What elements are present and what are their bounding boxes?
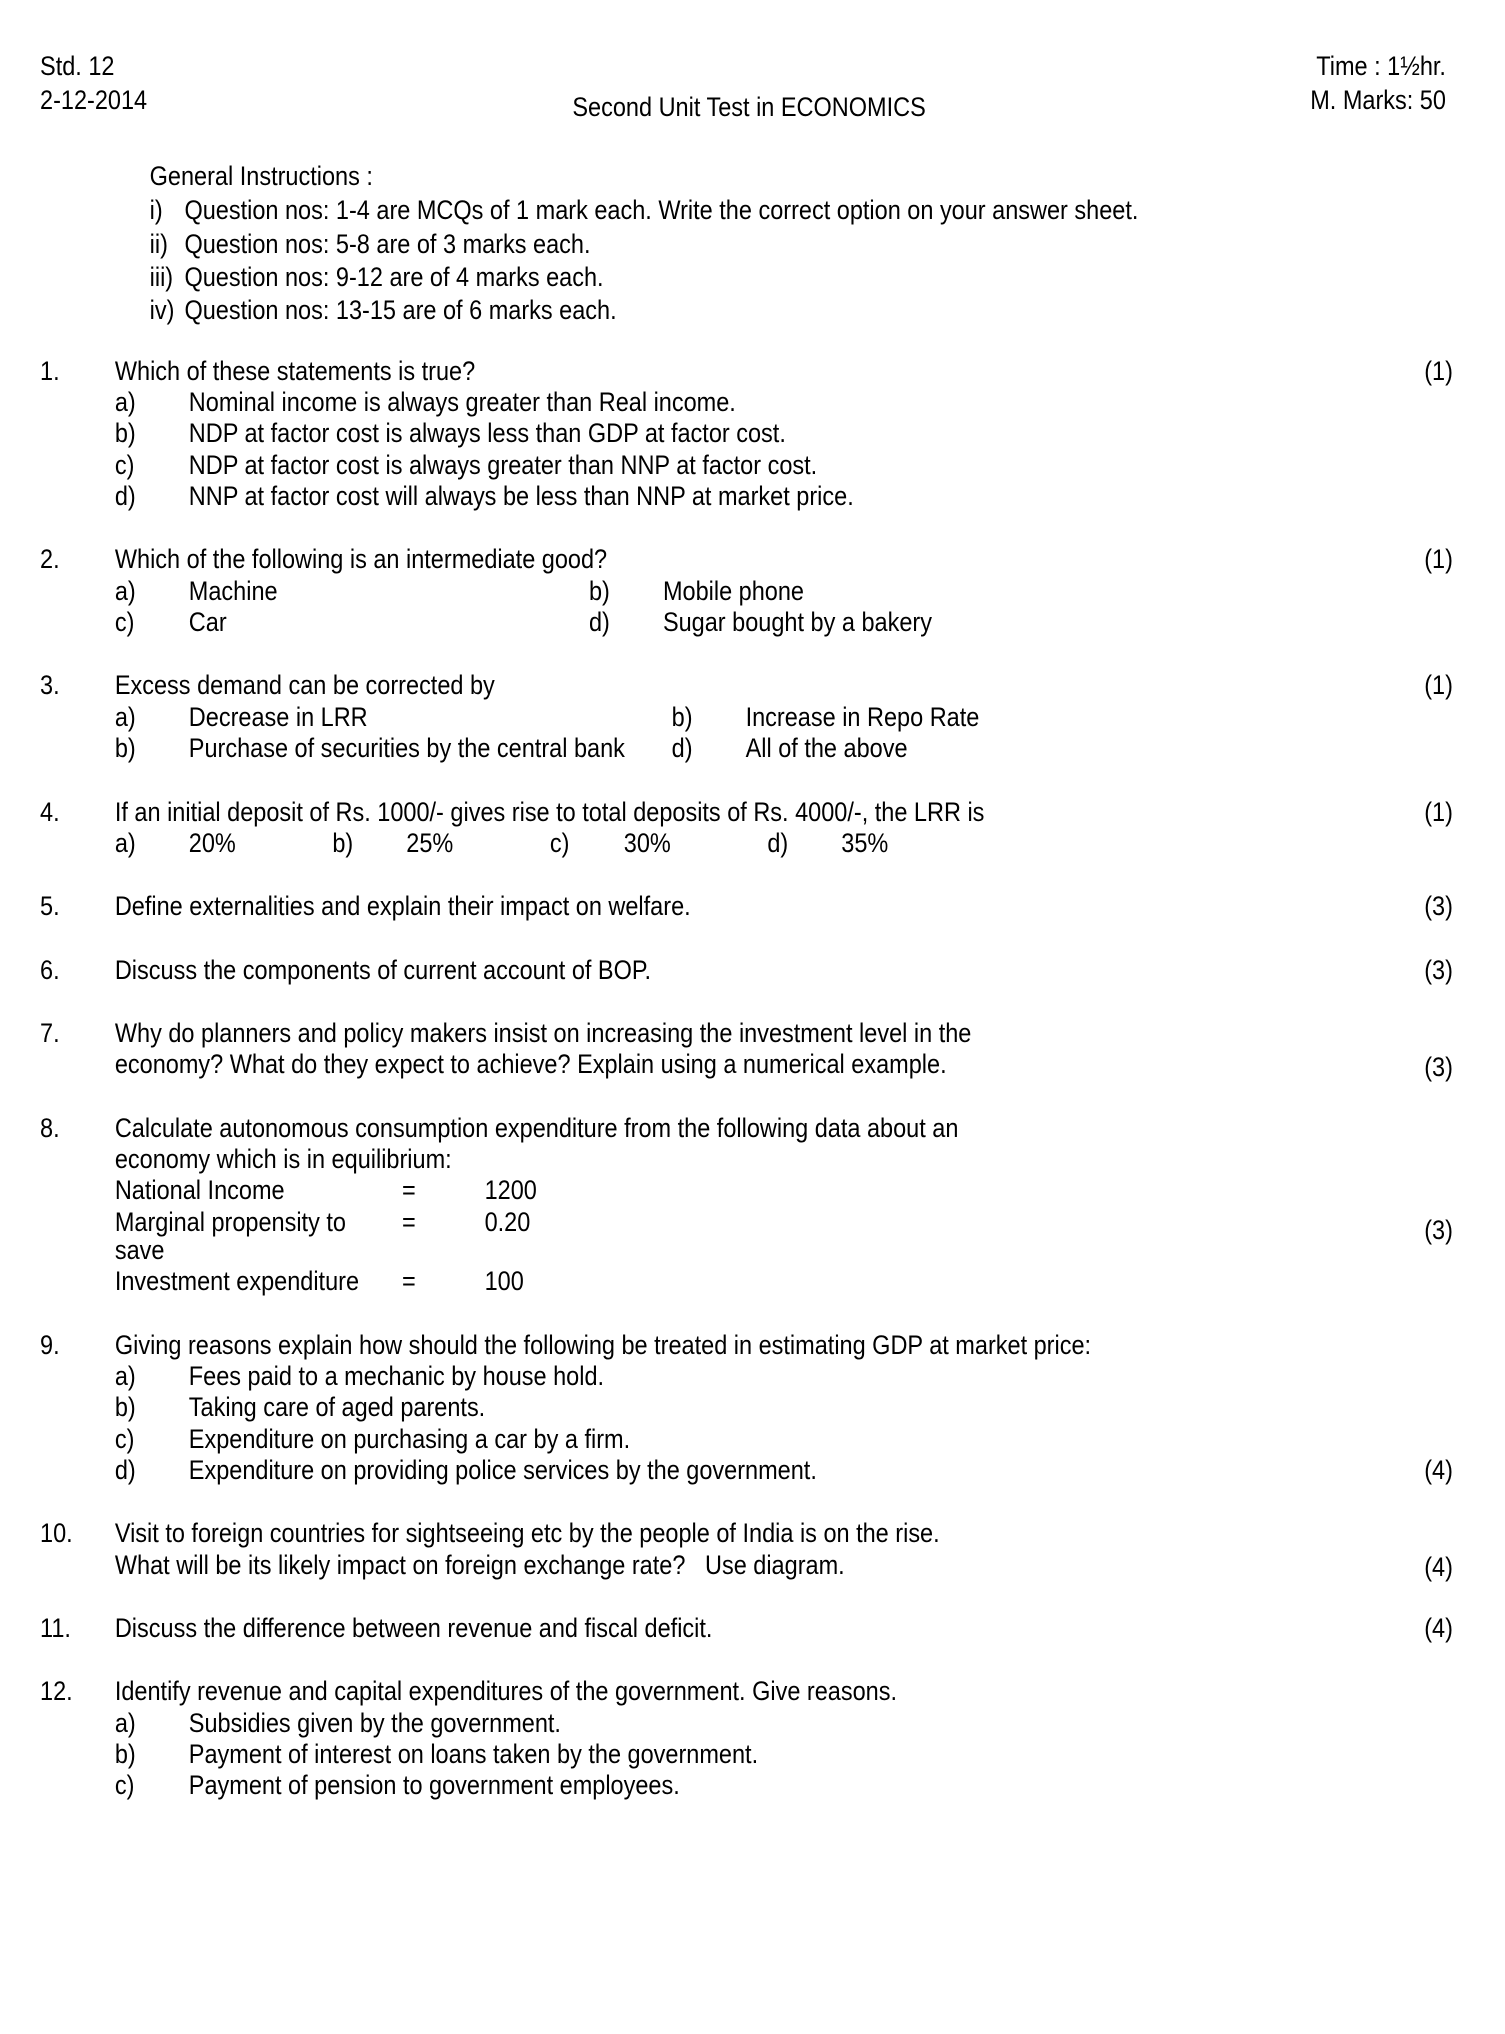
option-text: Taking care of aged parents. — [188, 1392, 486, 1423]
instruction-number: i) — [149, 195, 163, 226]
exam-title: Second Unit Test in ECONOMICS — [572, 92, 926, 122]
standard-label: Std. 12 — [40, 51, 115, 81]
option-label: c) — [114, 449, 135, 480]
option-text: Mobile phone — [662, 575, 804, 606]
option-row — [115, 703, 1349, 731]
option-label: b) — [114, 1392, 136, 1423]
option-label: d) — [588, 607, 610, 638]
question-text: Discuss the difference between revenue and fiscal deficit. — [114, 1613, 713, 1644]
question-2 — [37, 545, 1453, 639]
question-number: 5. — [40, 891, 60, 922]
question-text: If an initial deposit of Rs. 1000/- gives rise to total deposits of Rs. 4000/-, the LRR is — [114, 796, 985, 827]
instruction-text: Question nos: 13-15 are of 6 marks each. — [184, 295, 617, 326]
question-11 — [37, 1614, 1453, 1645]
instruction-number: iii) — [149, 262, 174, 293]
question-marks: (4) — [1424, 1613, 1453, 1644]
option-label: a) — [114, 1707, 136, 1738]
question-marks: (4) — [1424, 1455, 1453, 1485]
question-6 — [37, 956, 1453, 987]
option-row — [115, 734, 1349, 762]
option-text: Increase in Repo Rate — [745, 701, 980, 732]
option-label: b) — [671, 701, 693, 732]
option-label: c) — [114, 1770, 135, 1801]
option-row — [115, 419, 1349, 447]
question-marks: (1) — [1424, 544, 1453, 575]
question-marks: (3) — [1424, 1214, 1453, 1245]
exam-date: 2-12-2014 — [40, 85, 148, 116]
option-label: a) — [114, 827, 136, 858]
option-row — [115, 1393, 1453, 1421]
option-row — [115, 482, 1349, 510]
data-label: National Income — [114, 1175, 285, 1206]
instruction-item — [150, 230, 1453, 258]
option-label: a) — [114, 701, 136, 732]
header-right — [1310, 52, 1446, 115]
question-text-line1: Calculate autonomous consumption expenditure from the following data about an — [114, 1112, 959, 1143]
question-number: 11. — [40, 1613, 71, 1644]
data-label: Marginal propensity to save — [114, 1206, 346, 1265]
instruction-text: Question nos: 5-8 are of 3 marks each. — [184, 228, 591, 259]
question-8 — [37, 1114, 1453, 1299]
option-label: c) — [549, 827, 570, 858]
option-label: d) — [767, 827, 789, 858]
option-row — [115, 451, 1349, 479]
question-number: 10. — [40, 1518, 73, 1549]
data-row — [115, 1208, 1349, 1265]
option-text: Purchase of securities by the central bank — [188, 733, 625, 764]
question-marks: (1) — [1424, 670, 1453, 701]
option-label: d) — [114, 1455, 136, 1485]
instruction-text: Question nos: 1-4 are MCQs of 1 mark each. Write the correct option on your answer sheet. — [184, 195, 1139, 226]
question-number: 7. — [40, 1017, 60, 1048]
option-text: Machine — [188, 575, 278, 606]
instructions-heading: General Instructions : — [149, 161, 373, 191]
option-row — [115, 1425, 1453, 1453]
question-text: Identify revenue and capital expenditures of the government. Give reasons. — [114, 1676, 898, 1707]
option-text: Payment of interest on loans taken by the government. — [188, 1739, 759, 1770]
maximum-marks: M. Marks: 50 — [1310, 85, 1446, 116]
question-1 — [37, 357, 1453, 514]
question-number: 1. — [40, 355, 60, 386]
equals-sign: = — [401, 1175, 416, 1206]
option-text: NDP at factor cost is always greater than NNP at factor cost. — [188, 449, 818, 480]
option-text: NDP at factor cost is always less than GDP at factor cost. — [188, 418, 786, 449]
option-text: Expenditure on purchasing a car by a firm. — [188, 1423, 631, 1454]
question-marks: (4) — [1424, 1552, 1453, 1583]
question-12 — [37, 1677, 1453, 1802]
option-text: Fees paid to a mechanic by house hold. — [188, 1360, 605, 1391]
question-marks: (3) — [1424, 1051, 1453, 1082]
header-center — [37, 93, 1453, 121]
option-label: a) — [114, 1360, 136, 1391]
question-number: 3. — [40, 670, 60, 701]
option-label: a) — [114, 575, 136, 606]
instruction-text: Question nos: 9-12 are of 4 marks each. — [184, 262, 604, 293]
question-text: Giving reasons explain how should the following be treated in estimating GDP at market price: — [114, 1329, 1092, 1360]
option-text: 30% — [623, 827, 671, 858]
question-5 — [37, 892, 1453, 923]
question-text: Define externalities and explain their impact on welfare. — [114, 891, 691, 922]
equals-sign: = — [401, 1206, 416, 1237]
question-3 — [37, 671, 1453, 765]
question-number: 2. — [40, 544, 60, 575]
question-10 — [37, 1519, 1453, 1582]
option-label: a) — [114, 387, 136, 418]
question-marks: (3) — [1424, 891, 1453, 922]
instruction-item — [150, 263, 1453, 291]
question-text: Which of the following is an intermediate good? — [114, 544, 608, 575]
equals-sign: = — [401, 1266, 416, 1297]
data-value: 1200 — [484, 1175, 537, 1206]
option-row — [115, 1771, 1453, 1799]
option-text: Decrease in LRR — [188, 701, 368, 732]
option-label: d) — [671, 733, 693, 764]
option-text: 20% — [188, 827, 236, 858]
question-7 — [37, 1019, 1453, 1082]
option-text: Sugar bought by a bakery — [662, 607, 932, 638]
option-row — [115, 608, 1349, 636]
option-label: c) — [114, 607, 135, 638]
question-text: Which of these statements is true? — [114, 355, 476, 386]
question-number: 12. — [40, 1676, 73, 1707]
option-text: Car — [188, 607, 227, 638]
data-row — [115, 1176, 1349, 1204]
question-text-line2: economy? What do they expect to achieve? Explain using a numerical example. — [114, 1049, 947, 1080]
instruction-item — [150, 296, 1453, 324]
data-value: 0.20 — [484, 1206, 531, 1237]
question-marks: (1) — [1424, 355, 1453, 386]
question-number: 6. — [40, 954, 60, 985]
option-row — [115, 388, 1349, 416]
data-row — [115, 1267, 1349, 1295]
option-label: b) — [114, 733, 136, 764]
data-value: 100 — [484, 1266, 524, 1297]
question-4 — [37, 798, 1453, 861]
question-text: Discuss the components of current account of BOP. — [114, 954, 652, 985]
option-label: b) — [332, 827, 354, 858]
instruction-item — [150, 196, 1453, 224]
option-text: Nominal income is always greater than Real income. — [188, 387, 736, 418]
question-text: Excess demand can be corrected by — [114, 670, 495, 701]
option-text: NNP at factor cost will always be less than NNP at market price. — [188, 481, 854, 512]
instruction-number: ii) — [149, 228, 168, 259]
question-number: 4. — [40, 796, 60, 827]
option-row — [115, 1362, 1453, 1390]
instruction-number: iv) — [149, 295, 175, 326]
data-label: Investment expenditure — [114, 1266, 360, 1297]
option-label: c) — [114, 1423, 135, 1454]
option-text: Subsidies given by the government. — [188, 1707, 561, 1738]
question-marks: (1) — [1424, 796, 1453, 827]
option-text: All of the above — [745, 733, 908, 764]
option-text: 25% — [406, 827, 454, 858]
option-text: 35% — [841, 827, 889, 858]
page-header — [37, 52, 1453, 134]
option-row — [115, 1740, 1453, 1768]
option-text: Payment of pension to government employees. — [188, 1770, 680, 1801]
option-row — [115, 829, 1349, 857]
option-row — [115, 1709, 1453, 1737]
option-label: b) — [114, 418, 136, 449]
general-instructions — [150, 162, 1453, 325]
option-label: d) — [114, 481, 136, 512]
exam-duration: Time : 1½hr. — [1316, 51, 1446, 81]
question-number: 9. — [40, 1329, 60, 1360]
option-label: b) — [588, 575, 610, 606]
option-row — [115, 577, 1349, 605]
question-text-line2: economy which is in equilibrium: — [114, 1143, 452, 1174]
question-text-line1: Why do planners and policy makers insist on increasing the investment level in the — [114, 1017, 972, 1048]
option-label: b) — [114, 1739, 136, 1770]
question-number: 8. — [40, 1112, 60, 1143]
option-text: Expenditure on providing police services by the government. — [188, 1455, 817, 1485]
option-row — [115, 1456, 1453, 1484]
question-marks: (3) — [1424, 954, 1453, 985]
question-text-line1: Visit to foreign countries for sightseeing etc by the people of India is on the rise. — [114, 1518, 940, 1549]
question-9 — [37, 1331, 1453, 1488]
question-text-line2: What will be its likely impact on foreign exchange rate? Use diagram. — [114, 1549, 845, 1580]
